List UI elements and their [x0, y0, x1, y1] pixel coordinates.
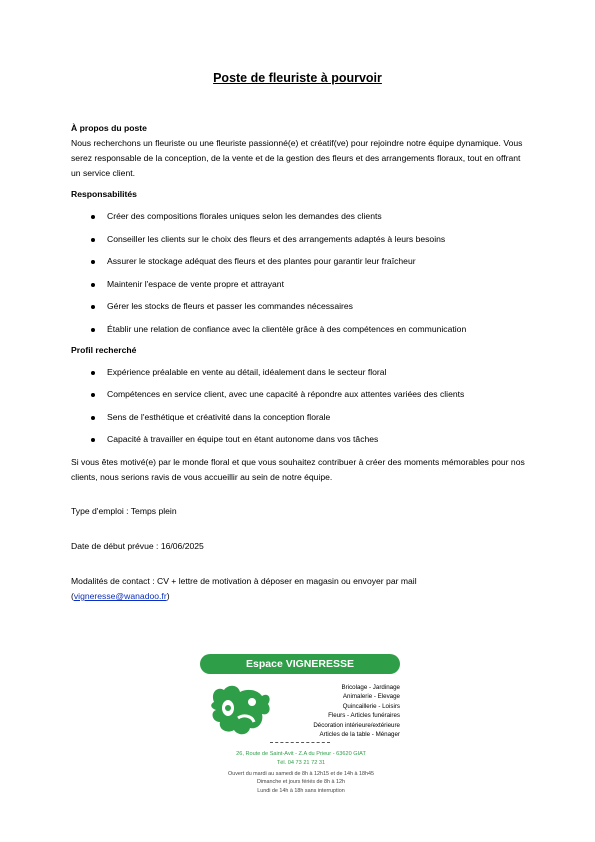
profile-heading: Profil recherché [71, 344, 137, 355]
list-item: Assurer le stockage adéquat des fleurs et des plantes pour garantir leur fraîcheur [71, 254, 531, 269]
address-line: 26, Route de Saint-Avit - Z.A du Prieur - 63620 GIAT [236, 751, 366, 757]
start-date: Date de début prévue : 16/06/2025 [71, 541, 204, 551]
contact-label: Modalités de contact : CV + lettre de motivation à déposer en magasin ou envoyer par mail [71, 576, 417, 586]
hours-line: Ouvert du mardi au samedi de 8h à 12h15 et de 14h à 18h45 [228, 771, 374, 777]
list-item: Gérer les stocks de fleurs et passer les commandes nécessaires [71, 299, 531, 314]
profile-list [71, 365, 531, 448]
list-item: Maintenir l'espace de vente propre et attrayant [71, 277, 531, 292]
paren-close: ) [166, 591, 170, 601]
category-item: Fleurs - Articles funéraires [328, 712, 400, 720]
category-item: Articles de la table - Ménager [319, 731, 400, 739]
about-heading: À propos du poste [71, 123, 147, 133]
list-item: Conseiller les clients sur le choix des fleurs et des arrangements adaptés à leurs besoins [71, 232, 531, 247]
responsibilities-list [71, 209, 531, 337]
email-link[interactable]: vigneresse@wanadoo.fr [73, 591, 167, 601]
opening-hours [194, 770, 408, 795]
category-item: Quincaillerie - Loisirs [342, 702, 400, 710]
paren-open: ( [71, 591, 74, 601]
responsibilities-heading: Responsabilités [71, 189, 137, 199]
brand-badge: Espace VIGNERESSE [200, 654, 400, 674]
list-item: Compétences en service client, avec une capacité à répondre aux attentes variées des clients [71, 387, 531, 402]
phone-number: Tél. 04 73 21 72 31 [276, 760, 326, 766]
category-item: Animalerie - Elevage [342, 693, 400, 701]
divider [270, 742, 330, 743]
category-item: Décoration intérieure/extérieure [313, 721, 400, 729]
list-item: Sens de l'esthétique et créativité dans la conception florale [71, 410, 531, 425]
hours-line: Lundi de 14h à 18h sans interruption [257, 787, 345, 794]
category-item: Bricolage - Jardinage [341, 684, 400, 691]
about-text: Nous recherchons un fleuriste ou une fleuriste passionné(e) et créatif(ve) pour rejoindre notre équipe dynamique. Vous serez responsable de la conception, de la vente et de la gestion des fleurs et des arrangements floraux, tout en offrant un service client. [71, 138, 523, 178]
contact-text [71, 574, 531, 604]
list-item: Expérience préalable en vente au détail, idéalement dans le secteur floral [71, 365, 531, 380]
store-logo-block [200, 654, 402, 794]
page-title: Poste de fleuriste à pourvoir [213, 71, 382, 85]
closing-text: Si vous êtes motivé(e) par le monde floral et que vous souhaitez contribuer à créer des moments mémorables pour nos clients, nous serions ravis de vous accueillir au sein de notre équipe. [71, 457, 525, 482]
store-address [200, 750, 402, 768]
hours-line: Dimanche et jours fériés de 8h à 12h [256, 779, 346, 786]
job-posting-body [71, 121, 531, 604]
list-item: Établir une relation de confiance avec la clientèle grâce à des compétences en communication [71, 322, 531, 337]
category-list [270, 683, 400, 739]
cow-logo-icon [208, 682, 274, 738]
list-item: Capacité à travailler en équipe tout en étant autonome dans vos tâches [71, 432, 531, 447]
list-item: Créer des compositions florales uniques selon les demandes des clients [71, 209, 531, 224]
job-type: Type d'emploi : Temps plein [71, 506, 177, 516]
